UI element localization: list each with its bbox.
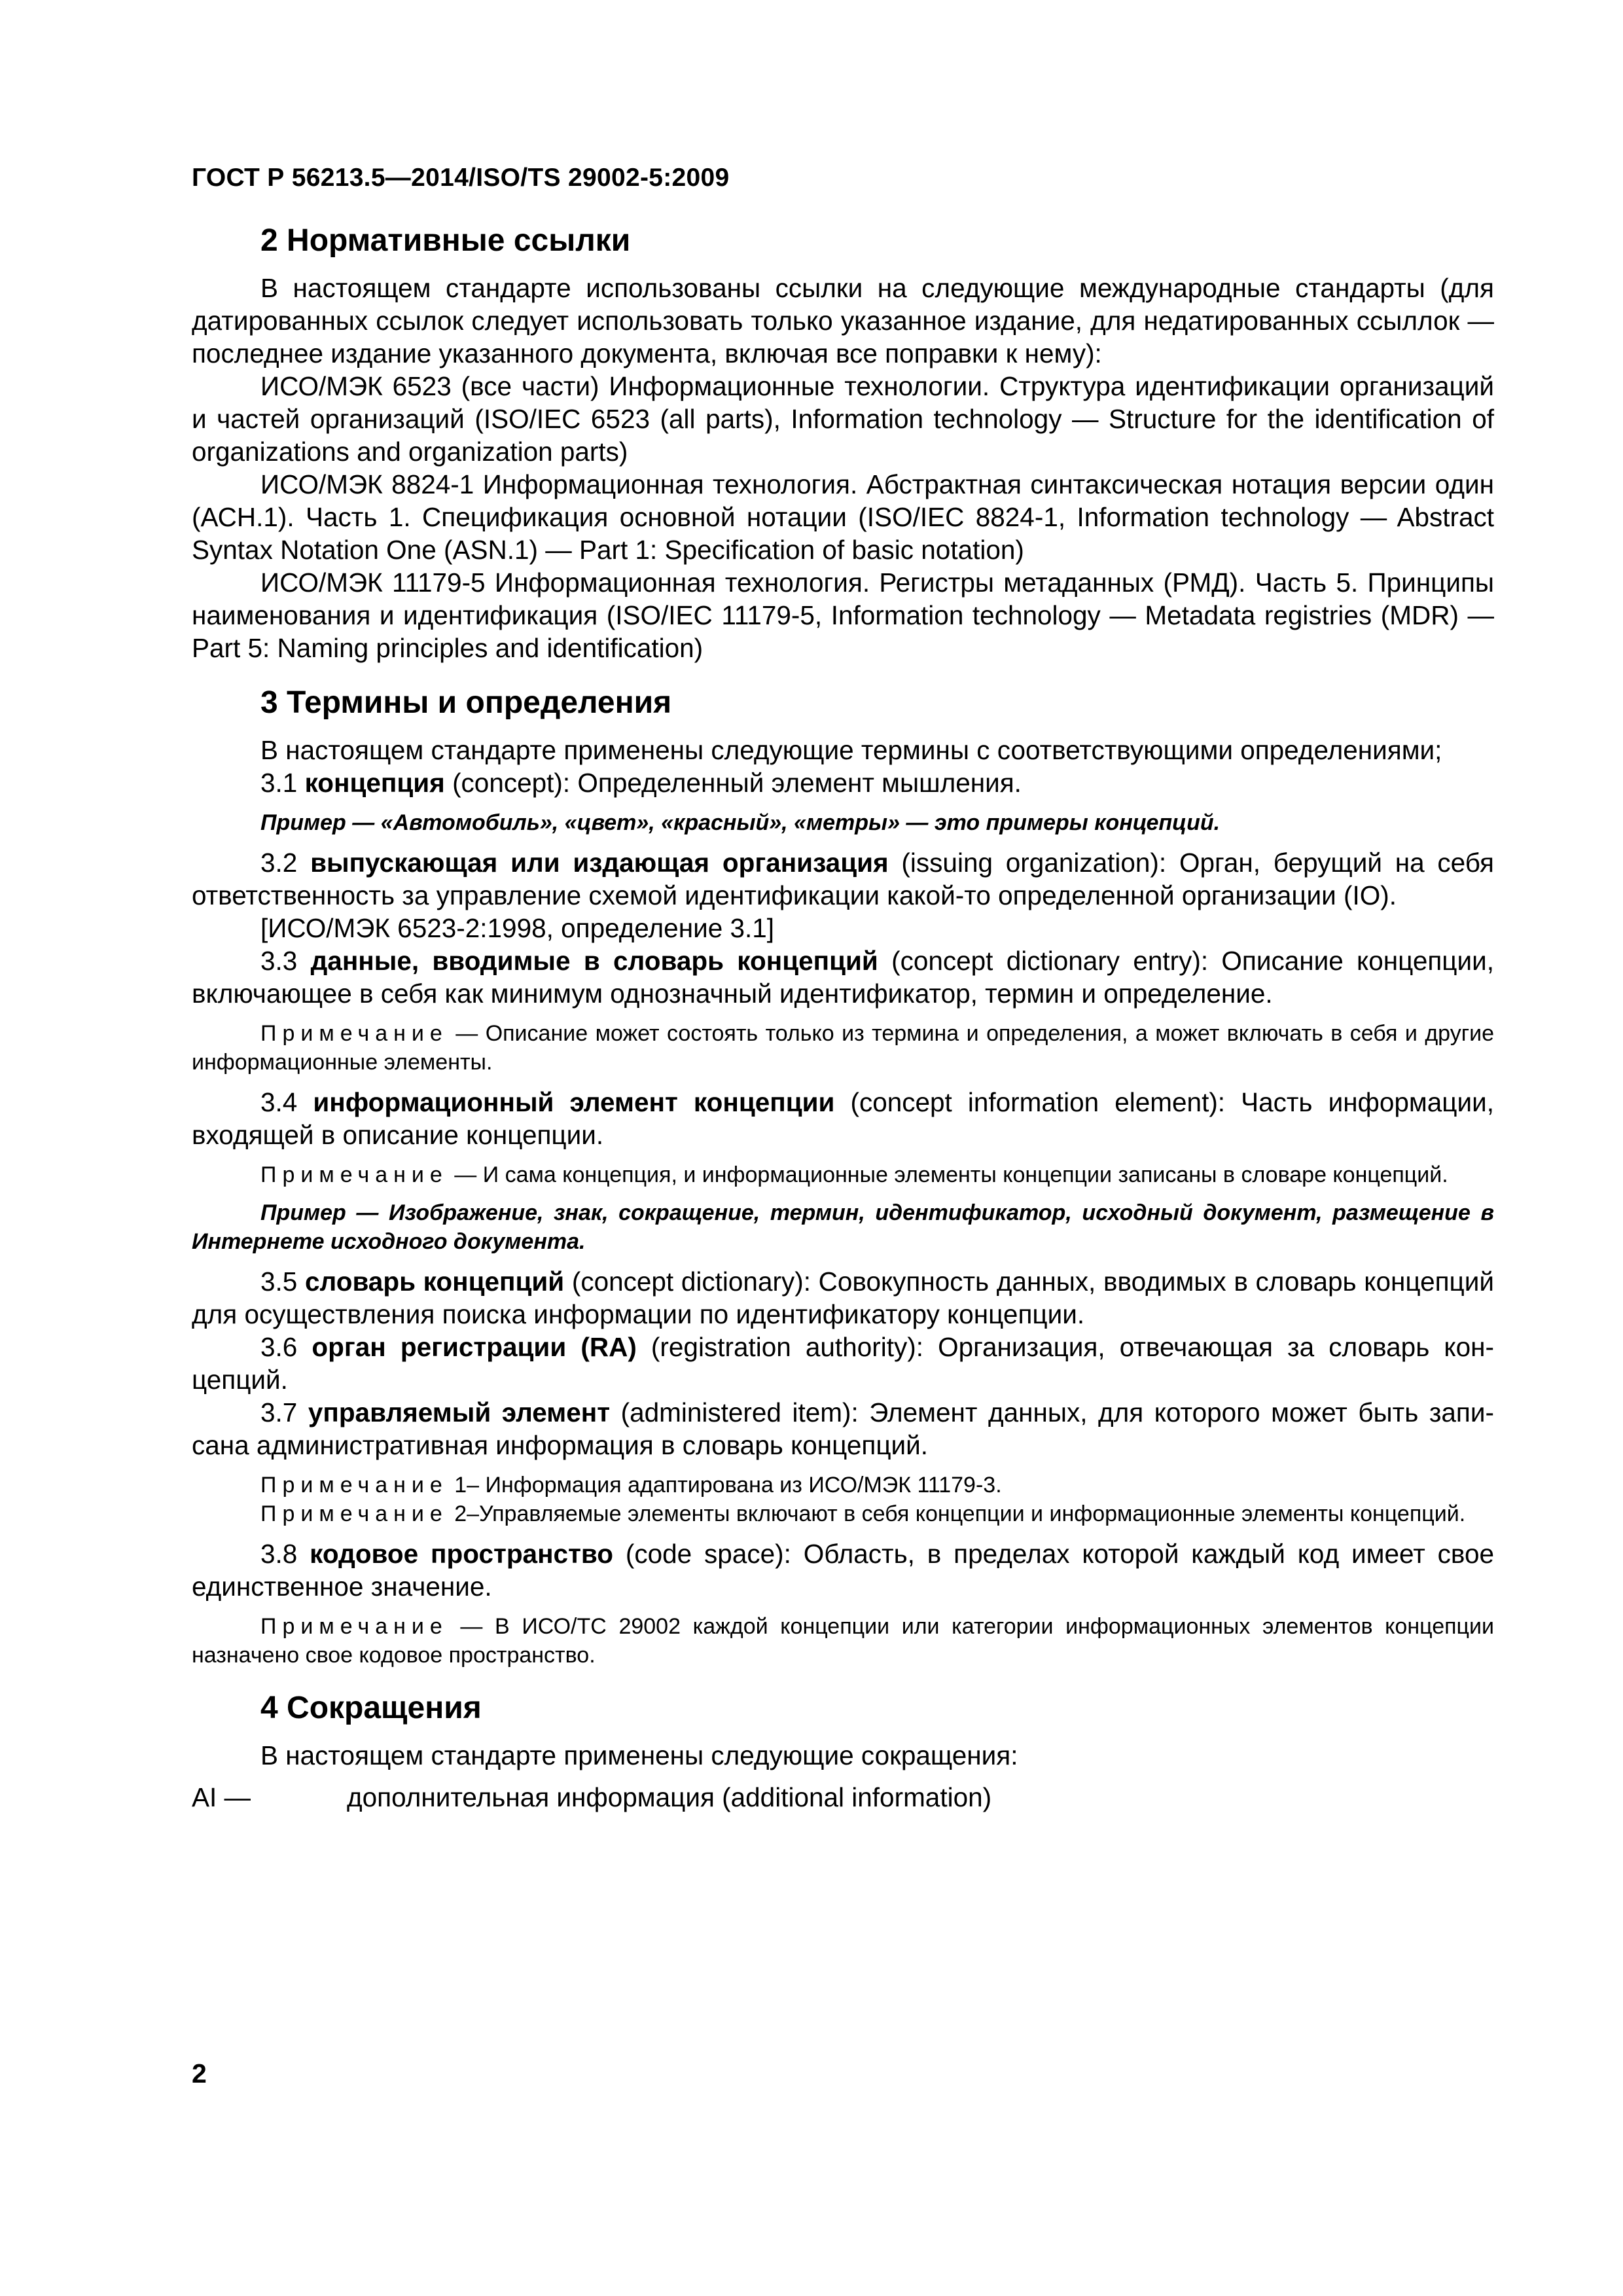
abbreviation-row — [192, 1781, 1494, 1814]
term-number: 3.3 — [260, 946, 311, 976]
term-3-7 — [192, 1396, 1494, 1462]
note-5 — [192, 1612, 1494, 1670]
section-4-title: 4 Сокращения — [260, 1691, 482, 1725]
term-3-8 — [192, 1537, 1494, 1603]
abbreviation-term: AI — — [192, 1782, 251, 1812]
term-name: управляемый элемент — [308, 1397, 611, 1427]
term-number: 3.1 — [260, 768, 305, 798]
page-number: 2 — [192, 2058, 207, 2089]
note-2 — [192, 1160, 1494, 1189]
note-text: — Описание может состоять только из термина и определения, а может включать в себя и другие информационные элементы. — [192, 1021, 1494, 1075]
note-label: Примечание — [260, 1473, 448, 1498]
term-definition: (issuing organization): Орган, берущий на себя ответственность за управление схемой идентификации какой-то определенной организации (IO). — [192, 848, 1494, 910]
section-2-paragraph-1: В настоящем стандарте использованы ссылки на следующие международные стандарты (для датированных ссылок следует использовать только указанное издание, для недатированных ссыллок — последнее издание указанного документа, включая все поправки к нему): — [192, 273, 1494, 368]
term-number: 3.4 — [260, 1087, 313, 1117]
note-label: Примечание — [260, 1021, 448, 1046]
term-definition: (concept information element): Часть информации, входящей в описание концепции. — [192, 1087, 1494, 1150]
note-1 — [192, 1019, 1494, 1077]
term-definition: (concept dictionary): Совокупность данных, вводимых в словарь концепций для осуществления поиска информации по идентификатору концепции. — [192, 1266, 1494, 1329]
section-3-intro: В настоящем стандарте применены следующие термины с соответствующими определениями; — [260, 735, 1442, 765]
abbreviation-definition: дополнительная информация (additional information) — [347, 1782, 992, 1812]
example-2: Пример — Изображение, знак, сокращение, термин, идентификатор, исходный документ, размещение в Интернете исходного документа. — [192, 1200, 1494, 1254]
note-text: 1– Информация адаптирована из ИСО/МЭК 11179-3. — [448, 1473, 1002, 1498]
term-3-2 — [192, 846, 1494, 912]
term-name: кодовое пространство — [310, 1539, 614, 1569]
term-number: 3.2 — [260, 848, 311, 878]
note-label: Примечание — [260, 1501, 448, 1526]
term-number: 3.7 — [260, 1397, 308, 1427]
note-text: — В ИСО/ТС 29002 каждой концепции или категории информационных элементов концепции назначено свое кодовое пространство. — [192, 1614, 1494, 1668]
term-number: 3.8 — [260, 1539, 310, 1569]
section-2-paragraph-4: ИСО/МЭК 11179-5 Информационная технология. Регистры метаданных (РМД). Часть 5. Принципы наименования и идентификация (ISO/IEC 11179-5, Information technology — Metadata registries (MDR) — Part 5: Naming principles and identification) — [192, 567, 1494, 663]
note-text: — И сама концепция, и информационные элементы концепции записаны в словаре концепций. — [448, 1162, 1448, 1187]
term-3-4 — [192, 1086, 1494, 1151]
term-3-3 — [192, 944, 1494, 1010]
section-2-paragraph-2: ИСО/МЭК 6523 (все части) Информационные технологии. Структура идентификации организаций и частей организаций (ISO/IEC 6523 (all parts), Information technology — Structure for the identification of organizations and organization parts) — [192, 371, 1494, 467]
term-name: данные, вводимые в словарь концепций — [310, 946, 878, 976]
note-label: Примечание — [260, 1162, 448, 1187]
term-definition: (concept dictionary entry): Описание концепции, включающее в себя как минимум однозначный идентификатор, термин и определение. — [192, 946, 1494, 1009]
term-name: информационный элемент концепции — [313, 1087, 835, 1117]
page-content — [192, 219, 1494, 1814]
term-name: выпускающая или издающая организация — [310, 848, 889, 878]
note-label: Примечание — [260, 1614, 448, 1639]
term-definition: (administered item): Элемент данных, для которого может быть записана административная информация в словарь концепций. — [192, 1397, 1494, 1460]
term-name: словарь концепций — [304, 1266, 565, 1297]
page-header: ГОСТ Р 56213.5—2014/ISO/TS 29002-5:2009 — [192, 164, 730, 192]
term-number: 3.5 — [260, 1266, 305, 1297]
section-4-intro: В настоящем стандарте применены следующие сокращения: — [260, 1740, 1018, 1770]
section-2-title: 2 Нормативные ссылки — [260, 223, 631, 258]
term-definition: (concept): Определенный элемент мышления. — [444, 768, 1022, 798]
section-3-title: 3 Термины и определения — [260, 685, 672, 720]
term-3-1 — [192, 766, 1494, 799]
term-definition: (code space): Область, в пределах которой каждый код имеет свое единственное значение. — [192, 1539, 1495, 1602]
section-2-paragraph-3: ИСО/МЭК 8824-1 Информационная технология. Абстрактная синтаксическая нотация версии один (АСН.1). Часть 1. Спецификация основной нотации (ISO/IEC 8824-1, Information technology — Abstract Syntax Notation One (ASN.1) — Part 1: Specification of basic notation) — [192, 469, 1494, 565]
term-number: 3.6 — [260, 1332, 312, 1362]
term-3-2-reference: [ИСО/МЭК 6523-2:1998, определение 3.1] — [260, 913, 775, 943]
term-3-5 — [192, 1265, 1494, 1331]
term-name: орган регистрации (RA) — [312, 1332, 637, 1362]
term-name: концепция — [304, 768, 445, 798]
note-text: 2–Управляемые элементы включают в себя концепции и информационные элементы концепций. — [448, 1501, 1466, 1526]
example-1: Пример — «Автомобиль», «цвет», «красный», «метры» — это примеры концепций. — [260, 810, 1221, 835]
note-4 — [192, 1499, 1494, 1528]
term-definition: (registration authority): Организация, отвечающая за словарь концепций. — [192, 1332, 1494, 1395]
note-3 — [192, 1471, 1494, 1499]
term-3-6 — [192, 1331, 1494, 1396]
